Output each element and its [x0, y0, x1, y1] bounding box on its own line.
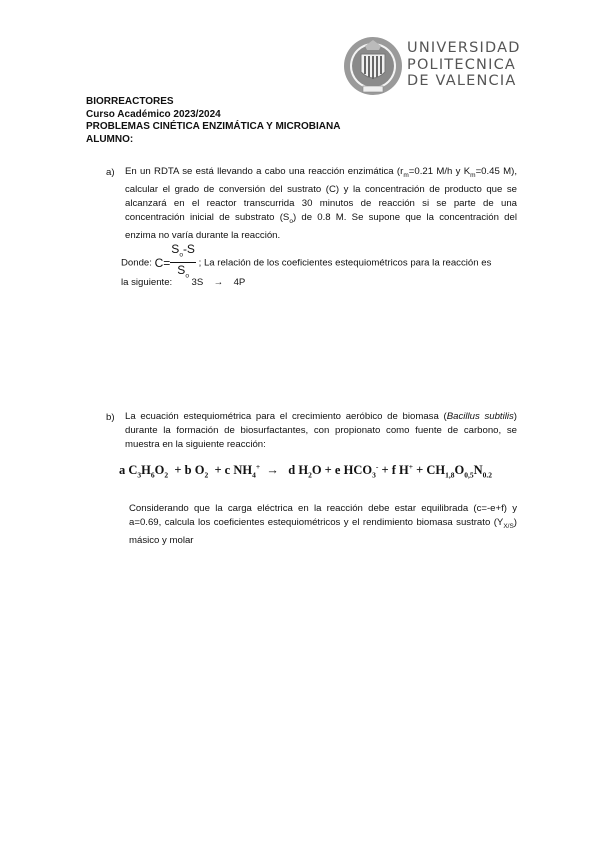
qb-text-4: ) másico y molar [129, 517, 517, 546]
reaction-arrow-icon: → [213, 277, 224, 288]
document-header [86, 96, 340, 146]
rxn-arrow-icon: → [266, 463, 279, 478]
qa-s0-sub: o [289, 217, 293, 225]
question-a-text [125, 165, 517, 243]
course-title: BIORREACTORES [86, 96, 174, 107]
university-name-line3: DE VALENCIA [407, 73, 517, 89]
rxn-t2: H [141, 463, 151, 478]
rxn-t8p: + [408, 462, 413, 471]
academic-year: Curso Académico 2023/2024 [86, 108, 221, 120]
num-s: S [171, 242, 180, 256]
donde-label: Donde: [121, 257, 152, 269]
university-logo [343, 34, 521, 98]
yxs-sub: X/S [503, 522, 514, 530]
fraction-numerator [170, 242, 196, 263]
rxn-t11s: 0.2 [482, 470, 493, 480]
rxn-t9: + CH [416, 463, 446, 478]
stoichiometry-line [121, 277, 245, 288]
question-b-text [125, 410, 517, 452]
stoichiometric-reaction [119, 462, 492, 480]
question-b-instructions [129, 502, 517, 548]
rxn-t6: d H [288, 463, 309, 478]
qa-rm-sub: m [403, 171, 409, 179]
question-a-label: a) [106, 167, 115, 178]
num-rest: -S [182, 242, 195, 256]
rxn-t5p: + [255, 462, 261, 471]
problems-title: PROBLEMAS CINÉTICA ENZIMÁTICA Y MICROBIANA [86, 121, 341, 132]
rxn-t4s: 2 [204, 470, 209, 480]
qa-text-2: =0.21 M/h y K [408, 166, 471, 177]
qa-km-sub: m [470, 171, 476, 179]
conversion-symbol: C= [154, 255, 171, 270]
university-seal-icon [343, 34, 403, 98]
rxn-t3s: 2 [164, 470, 169, 480]
rxn-t5s: 4 [252, 470, 256, 480]
qb-text-1: La ecuación estequiométrica para el crecimiento aeróbico de biomasa ( [125, 411, 447, 422]
qa-text-4: ) de 0.8 M. Se supone que la concentración del enzima no varía durante la reacción. [125, 211, 517, 241]
rxn-t4: + b O [174, 463, 205, 478]
rxn-t3: O [154, 463, 165, 478]
rxn-t1: a C [119, 463, 138, 478]
num-sub: o [179, 251, 183, 259]
university-name [407, 40, 521, 90]
rxn-t10: O [454, 463, 465, 478]
rxn-t2s: 6 [150, 470, 155, 480]
relation-text: ; La relación de los coeficientes estequiométricos para la reacción es [198, 257, 492, 269]
rxn-t9s: 1,8 [445, 470, 455, 480]
rxn-t10s: 0,5 [464, 470, 474, 480]
qb-text-2: ) durante la formación de biosurfactantes, con propionato como fuente de carbono, se muestra en la siguiente reacción: [125, 411, 517, 450]
qa-text-1: En un RDTA se está llevando a cabo una reacción enzimática (r [125, 166, 404, 177]
rxn-t5: + c NH [214, 463, 253, 478]
rxn-t11: N [473, 463, 483, 478]
product: 4P [233, 277, 246, 288]
rxn-t7p: - [375, 462, 379, 471]
rxn-t7: O + e HCO [311, 463, 373, 478]
question-b-label: b) [106, 412, 115, 423]
qa-text-3: =0.45 M), calcular el grado de conversión del sustrato (C) y la concentración de producto que se alcanzará en el reactor transcurrida 30 minutos de reacción si se parte de una concentración inicial de substrato (S [125, 166, 517, 223]
den-sub: o [185, 272, 189, 280]
university-name-line2: POLITECNICA [407, 56, 517, 73]
rxn-t8: + f H [381, 463, 409, 478]
university-name-line1: UNIVERSIDAD [407, 40, 521, 56]
rxn-t7s: 3 [372, 470, 376, 480]
student-label: ALUMNO: [86, 133, 134, 145]
reactant: 3S [191, 277, 204, 288]
rxn-t6s: 2 [308, 470, 312, 480]
organism-name: Bacillus subtilis [446, 411, 514, 422]
qb-text-3: Considerando que la carga eléctrica en la reacción debe estar equilibrada (c=-e+f) y a=0.69, calcula los coeficientes estequiométricos y el rendimiento biomasa sustrato (Y [129, 503, 517, 528]
siguiente-label: la siguiente: [121, 277, 173, 288]
rxn-t1s: 3 [137, 470, 142, 480]
den-s: S [177, 263, 186, 278]
